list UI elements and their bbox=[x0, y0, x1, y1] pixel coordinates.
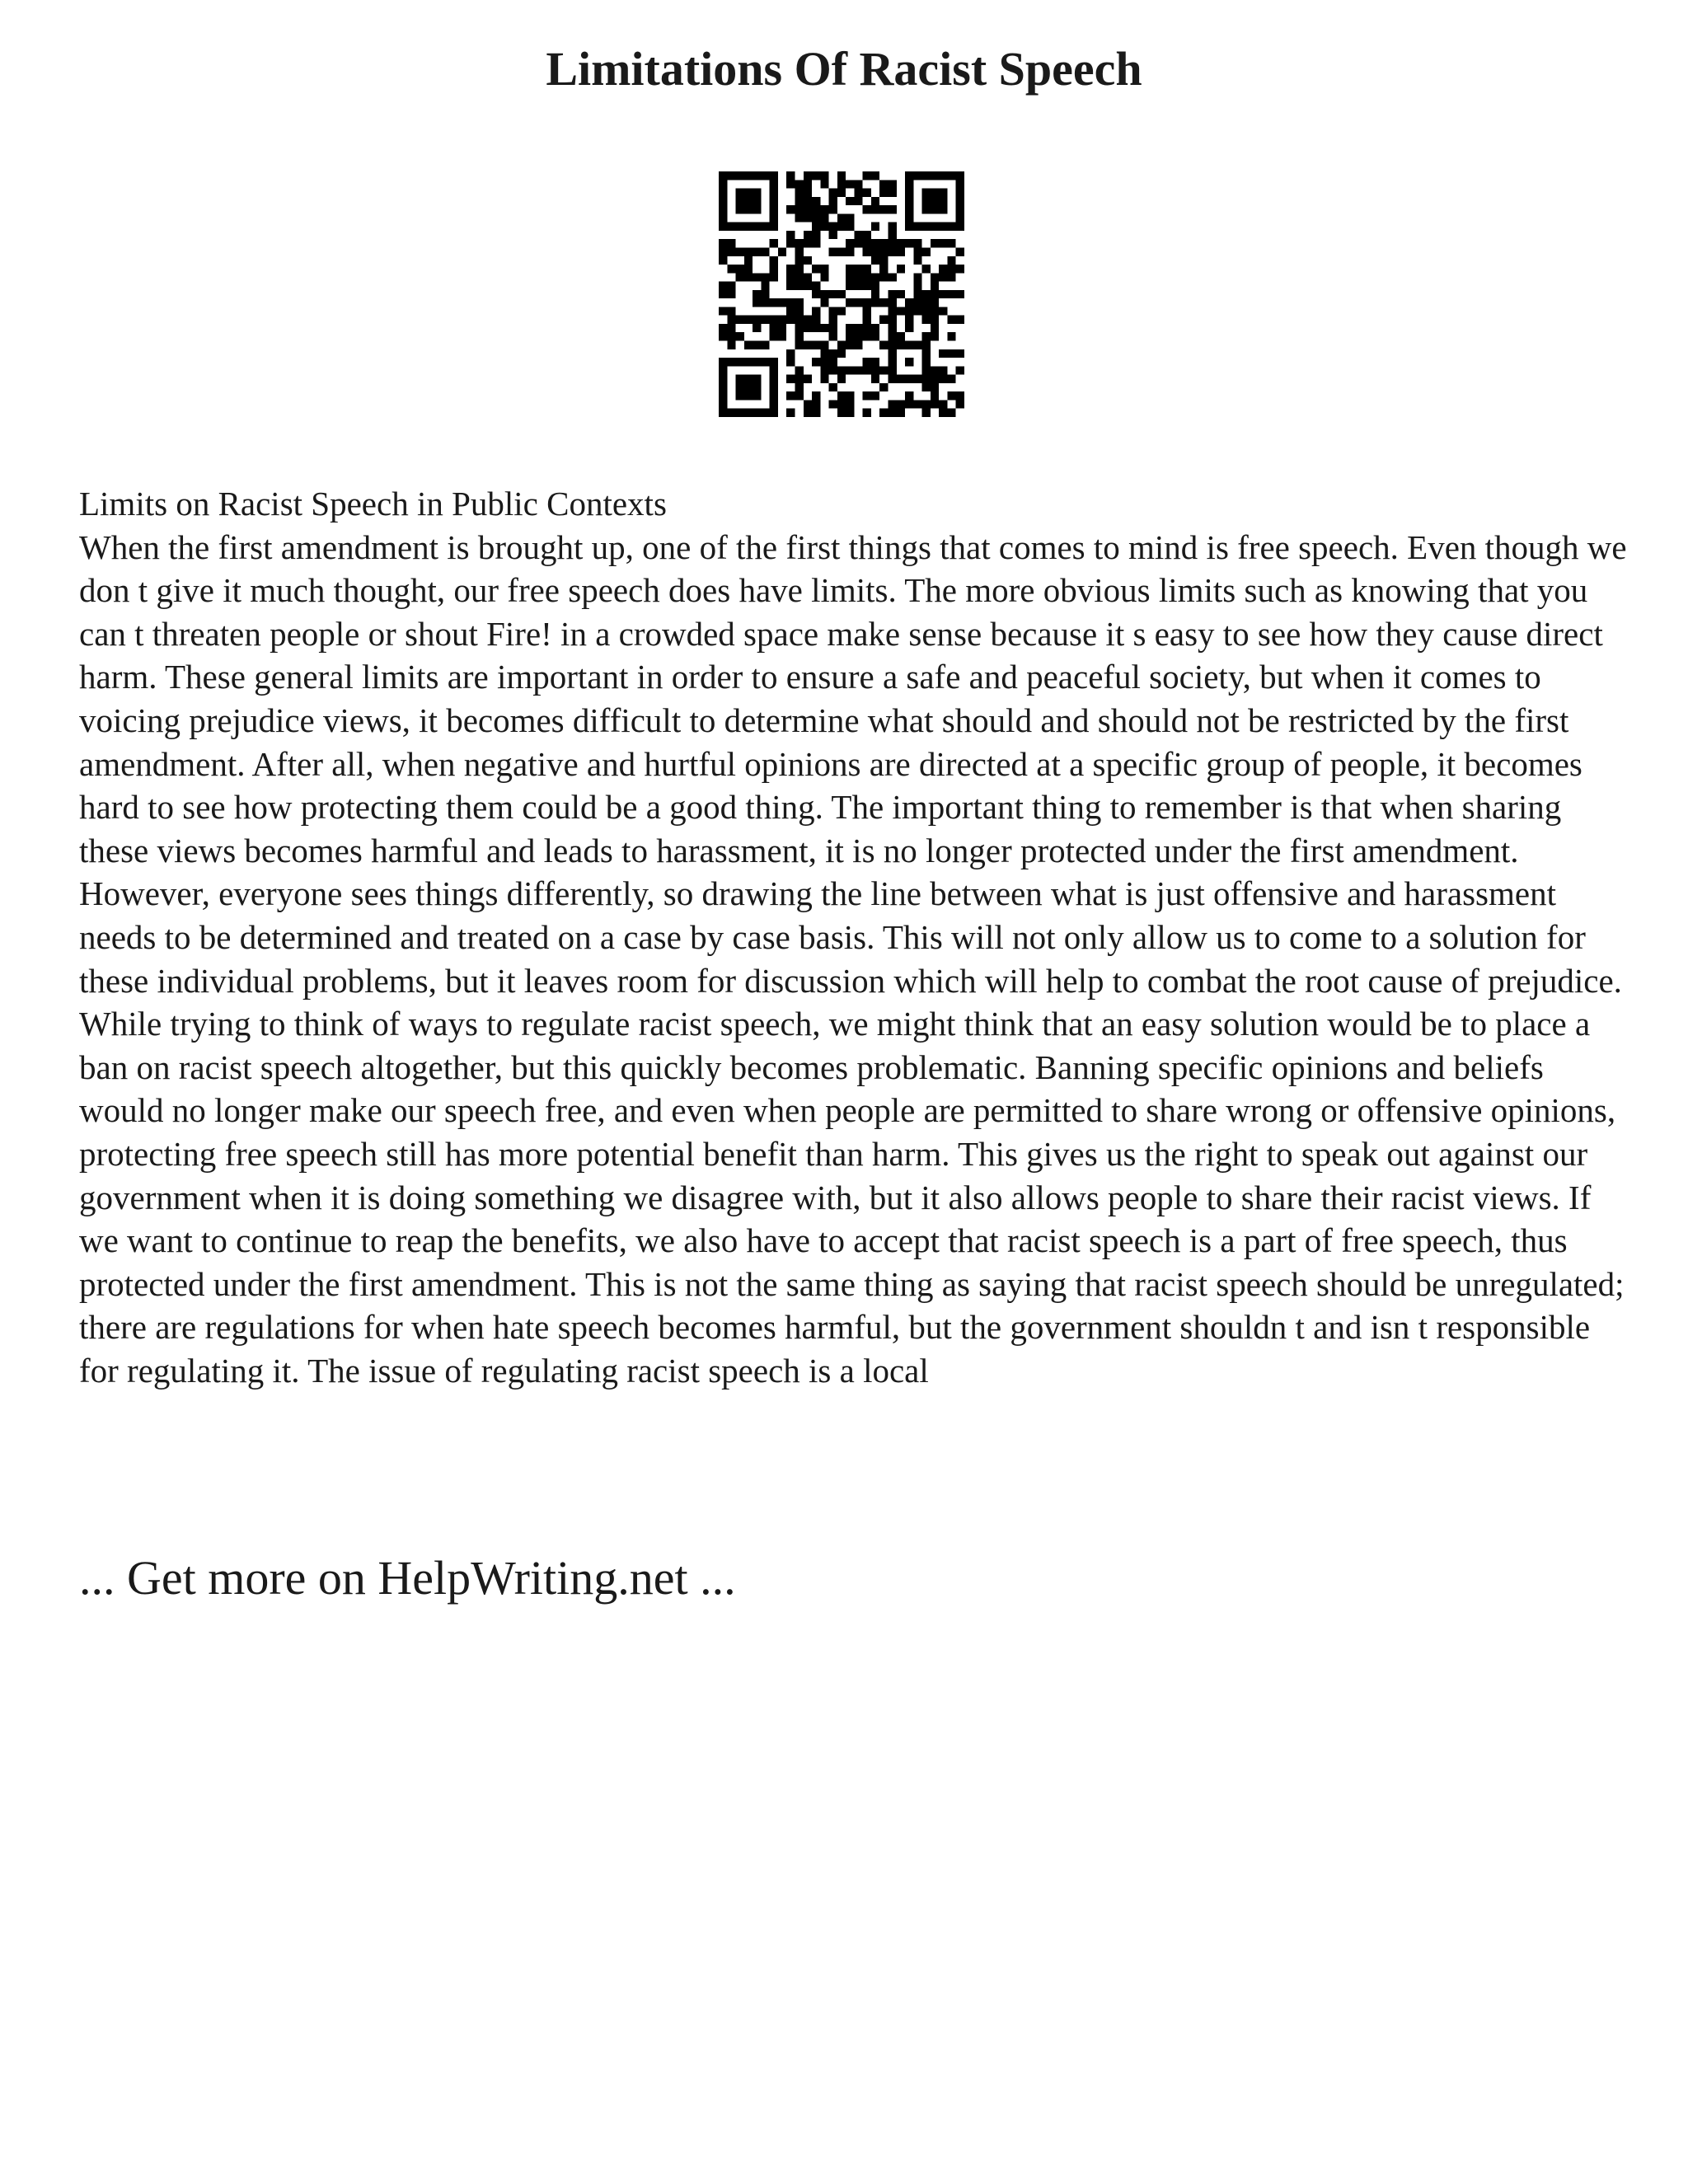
get-more-link[interactable]: ... Get more on HelpWriting.net ... bbox=[79, 1551, 736, 1605]
essay-paragraph-1: When the first amendment is brought up, one of the first things that comes to mind is free speech. Even though we don t give it much thought, our free speech does have limits. The more obvious limits such as knowing that you can t threaten people or shout Fire! in a crowded space make sense because it s easy to see how they cause direct harm. These general limits are important in order to ensure a safe and peaceful society, but when it comes to voicing prejudice views, it becomes difficult to determine what should and should not be restricted by the first amendment. After all, when negative and hurtful opinions are directed at a specific group of people, it becomes hard to see how protecting them could be a good thing. The important thing to remember is that when sharing these views becomes harmful and leads to harassment, it is no longer protected under the first amendment. However, everyone sees things differently, so drawing the line between what is just offensive and harassment needs to be determined and treated on a case by case basis. This will not only allow us to come to a solution for these individual problems, but it leaves room for discussion which will help to combat the root cause of prejudice. bbox=[79, 527, 1627, 1000]
essay-subtitle: Limits on Racist Speech in Public Contexts bbox=[79, 485, 667, 523]
essay-paragraph-2: While trying to think of ways to regulate racist speech, we might think that an easy solution would be to place a ban on racist speech altogether, but this quickly becomes problematic. Banning specific opinions and beliefs would no longer make our speech free, and even when people are permitted to share wrong or offensive opinions, protecting free speech still has more potential benefit than harm. This gives us the right to speak out against our government when it is doing something we disagree with, but it also allows people to share their racist views. If we want to continue to reap the benefits, we also have to accept that racist speech is a part of free speech, thus protected under the first amendment. This is not the same thing as saying that racist speech should be unregulated; there are regulations for when hate speech becomes harmful, but the government shouldn t and isn t responsible for regulating it. The issue of regulating racist speech is a local bbox=[79, 1005, 1625, 1390]
essay-body bbox=[79, 482, 1629, 1392]
qr-code-icon[interactable] bbox=[719, 171, 964, 417]
qr-code-graphic bbox=[719, 171, 964, 417]
page-title: Limitations Of Racist Speech bbox=[546, 42, 1142, 96]
